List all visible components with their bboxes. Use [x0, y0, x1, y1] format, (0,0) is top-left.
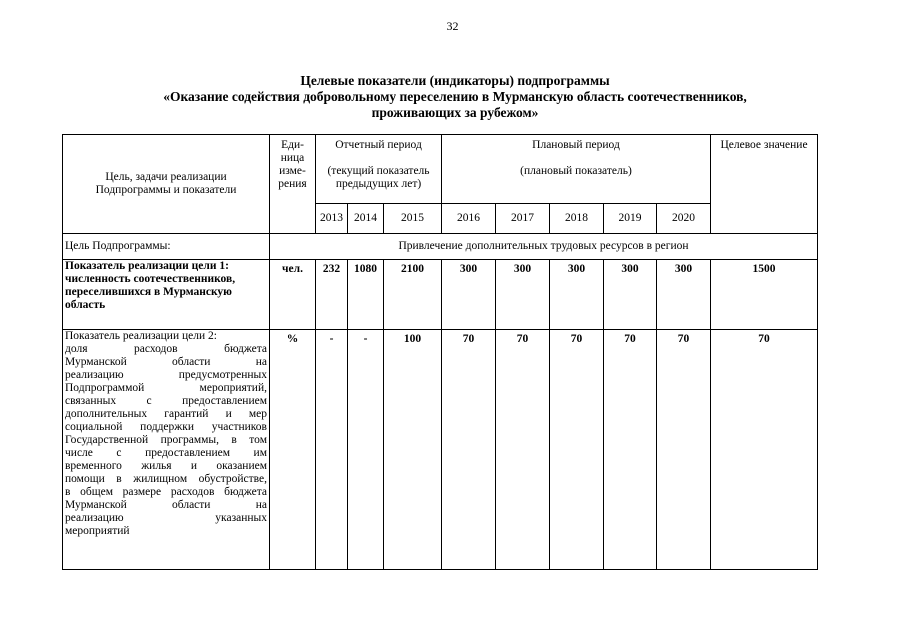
header-report-period: [316, 135, 442, 204]
goal-row-label: Цель Подпрограммы:: [63, 234, 270, 260]
header-unit-line: рения: [278, 178, 307, 190]
year-header: 2014: [348, 204, 384, 234]
indicator-1-value: 300: [657, 260, 711, 330]
indicators-table: [62, 134, 818, 570]
indicator-1-value: 300: [550, 260, 604, 330]
header-goal-line: Цель, задачи реализации: [105, 171, 227, 183]
indicator-2-line: связанных с предоставлением: [65, 395, 267, 407]
indicator-2-value: 70: [657, 330, 711, 570]
report-period-title: Отчетный период: [335, 139, 422, 151]
indicator-2-value: 70: [604, 330, 657, 570]
indicator-2-line: реализацию предусмотренных: [65, 369, 267, 381]
indicator-1-line: переселившихся в Мурманскую: [65, 286, 232, 298]
indicator-2-unit: %: [270, 330, 316, 570]
indicator-1-line: область: [65, 299, 106, 311]
indicator-2-line: в общем размере расходов бюджета: [65, 486, 267, 498]
indicator-2-line: реализацию указанных: [65, 512, 267, 524]
header-target: Целевое значение: [711, 135, 818, 234]
year-header: 2015: [384, 204, 442, 234]
indicator-2-line: помощи в жилищном обустройстве,: [65, 473, 267, 485]
indicator-2-line: доля расходов бюджета: [65, 343, 267, 355]
indicator-2-value: 100: [384, 330, 442, 570]
header-goal: [63, 135, 270, 234]
indicator-2-line: дополнительных гарантий и мер: [65, 408, 267, 420]
indicator-2-line: Показатель реализации цели 2:: [65, 330, 217, 342]
indicator-2-line: мероприятий: [65, 525, 130, 537]
year-header: 2018: [550, 204, 604, 234]
header-unit: [270, 135, 316, 234]
indicator-1-name: [63, 260, 270, 330]
indicator-1-value: 300: [604, 260, 657, 330]
goal-row-value: Привлечение дополнительных трудовых ресурсов в регион: [270, 234, 818, 260]
year-header: 2016: [442, 204, 496, 234]
indicator-2-line: временного жилья и оказанием: [65, 460, 267, 472]
indicator-2-line: Мурманской области на: [65, 499, 267, 511]
indicator-2-value: -: [348, 330, 384, 570]
header-unit-line: Еди-: [281, 139, 304, 151]
title-line-3: проживающих за рубежом»: [371, 105, 539, 120]
plan-period-subtitle: (плановый показатель): [520, 165, 632, 177]
page-number: 32: [446, 19, 459, 33]
indicator-2-value: 70: [496, 330, 550, 570]
indicator-2-value: 70: [442, 330, 496, 570]
year-header: 2019: [604, 204, 657, 234]
page-title: [60, 73, 850, 121]
title-line-1: Целевые показатели (индикаторы) подпрограммы: [300, 73, 610, 88]
indicator-1-value: 300: [442, 260, 496, 330]
indicator-1-value: 300: [496, 260, 550, 330]
indicator-1-line: численность соотечественников,: [65, 273, 236, 285]
header-goal-line: Подпрограммы и показатели: [95, 184, 237, 196]
indicator-2-line: Подпрограммой мероприятий,: [65, 382, 267, 394]
indicator-1-value: 232: [316, 260, 348, 330]
indicator-2-value: -: [316, 330, 348, 570]
indicator-2-target: 70: [711, 330, 818, 570]
year-header: 2013: [316, 204, 348, 234]
indicator-1-line: Показатель реализации цели 1:: [65, 260, 229, 272]
header-unit-line: ница: [280, 152, 305, 164]
indicator-1-unit: чел.: [270, 260, 316, 330]
plan-period-title: Плановый период: [532, 139, 620, 151]
year-header: 2017: [496, 204, 550, 234]
header-unit-line: изме-: [279, 165, 306, 177]
indicator-2-line: социальной поддержки участников: [65, 421, 267, 433]
indicator-1-value: 1080: [348, 260, 384, 330]
report-period-subtitle: (текущий показатель: [327, 165, 430, 177]
indicator-2-line: числе с предоставлением им: [65, 447, 267, 459]
indicator-2-value: 70: [550, 330, 604, 570]
indicator-2-line: Мурманской области на: [65, 356, 267, 368]
header-plan-period: [442, 135, 711, 204]
indicator-2-line: Государственной программы, в том: [65, 434, 267, 446]
indicator-1-target: 1500: [711, 260, 818, 330]
title-line-2: «Оказание содействия добровольному переселению в Мурманскую область соотечественников,: [163, 89, 747, 104]
report-period-subtitle: предыдущих лет): [335, 178, 422, 190]
indicator-1-value: 2100: [384, 260, 442, 330]
indicator-2-name: [63, 330, 270, 570]
year-header: 2020: [657, 204, 711, 234]
